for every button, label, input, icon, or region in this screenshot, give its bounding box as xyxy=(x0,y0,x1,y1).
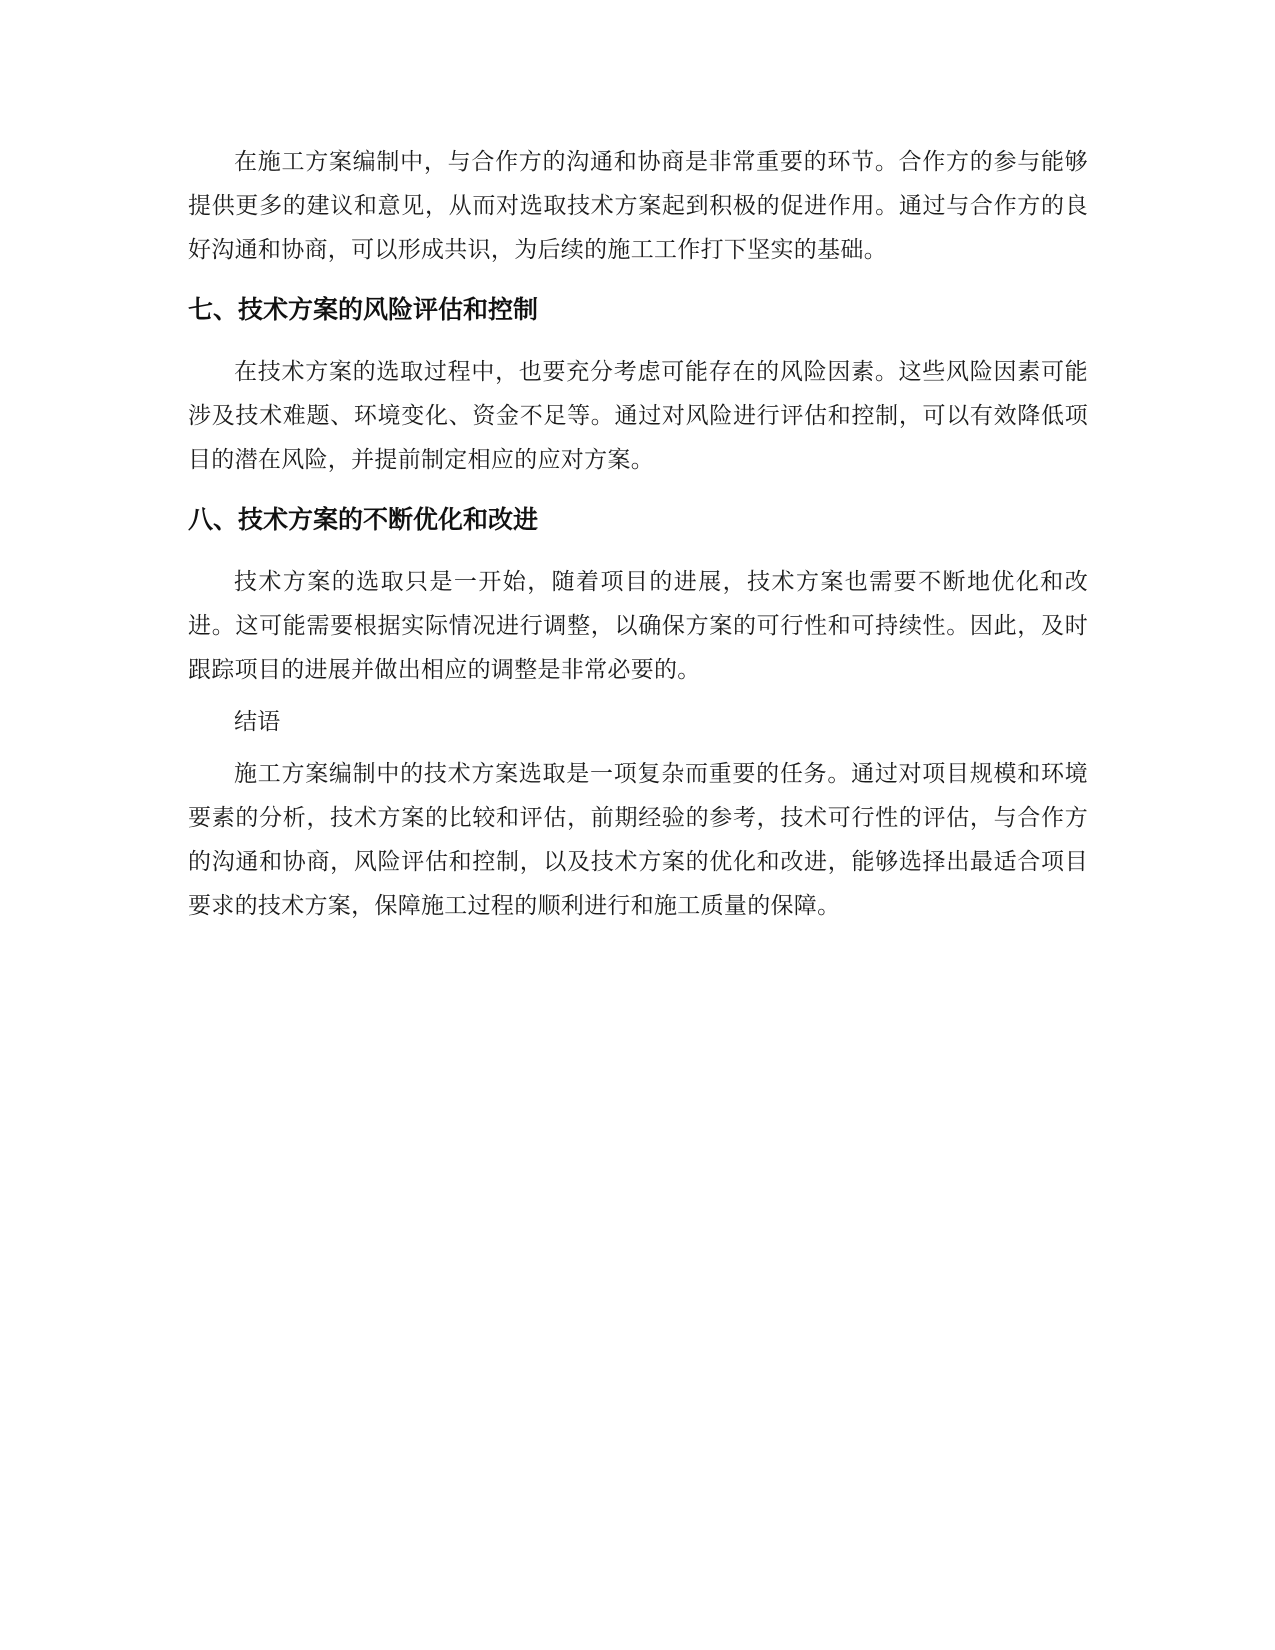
paragraph-conclusion: 施工方案编制中的技术方案选取是一项复杂而重要的任务。通过对项目规模和环境要素的分析，技术方案的比较和评估，前期经验的参考，技术可行性的评估，与合作方的沟通和协商，风险评估和控制，以及技术方案的优化和改进，能够选择出最适合项目要求的技术方案，保障施工过程的顺利进行和施工质量的保障。 xyxy=(188,761,1088,919)
paragraph-cooperation: 在施工方案编制中，与合作方的沟通和协商是非常重要的环节。合作方的参与能够提供更多的建议和意见，从而对选取技术方案起到积极的促进作用。通过与合作方的良好沟通和协商，可以形成共识，为后续的施工工作打下坚实的基础。 xyxy=(188,149,1088,263)
section-heading-risk: 七、技术方案的风险评估和控制 xyxy=(188,295,539,324)
paragraph-risk: 在技术方案的选取过程中，也要充分考虑可能存在的风险因素。这些风险因素可能涉及技术难题、环境变化、资金不足等。通过对风险进行评估和控制，可以有效降低项目的潜在风险，并提前制定相应的应对方案。 xyxy=(188,359,1088,473)
section-heading-optimization: 八、技术方案的不断优化和改进 xyxy=(188,505,539,534)
conclusion-label: 结语 xyxy=(234,709,281,735)
document-body xyxy=(188,140,1088,928)
paragraph-optimization: 技术方案的选取只是一开始，随着项目的进展，技术方案也需要不断地优化和改进。这可能需要根据实际情况进行调整，以确保方案的可行性和可持续性。因此，及时跟踪项目的进展并做出相应的调整是非常必要的。 xyxy=(188,569,1088,683)
